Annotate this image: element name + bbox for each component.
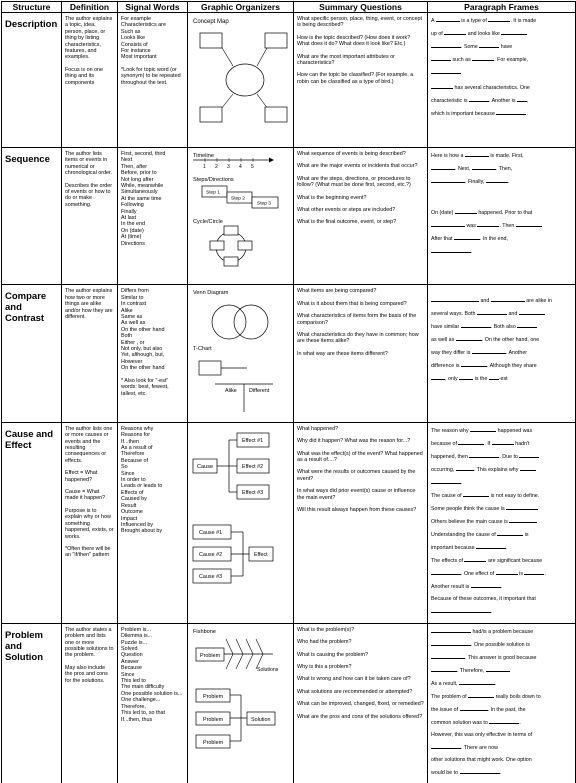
definition-text: Focus is on one thing and its components [65,66,104,86]
signal-words-sequence [118,148,188,285]
graphic-organizer-cause [188,422,294,623]
concept-box [200,33,222,48]
structure-sequence: Sequence [2,148,62,285]
header-signal-words: Signal Words [118,2,188,13]
summary-question: What are the most important attributes or characteristics? [297,53,395,67]
signal-word: Directions [121,240,145,247]
timeline-arrow [269,158,274,163]
structure-compare: Compare and Contrast [2,285,62,422]
definition-text: May also include the pros and cons for the solutions. [65,664,108,684]
step-label: Step 1 [206,190,220,196]
signal-word: For example [121,16,151,22]
signal-word: Finally [121,208,137,215]
problem-solution-diagrams [191,627,291,777]
summary-question: What characteristics of items form the basis of the comparison? [297,313,417,326]
questions-cause [294,422,428,623]
signal-word: For instance [121,48,151,55]
effect-label: Effect [254,551,268,558]
timeline-tick: 5 [251,164,254,170]
header-graphic-organizers: Graphic Organizers [188,2,294,13]
signal-word: In the end [121,221,145,228]
frame-problem: had/is a problem because . One possible solution is . This answer is good because . Therefore, As a result, . The problem of really boils down to the issue of . In the past, the common solution was to . However, this was only effective in terms of . There are now other solutions that might work. One option would be to . [428,623,576,783]
signal-word: Result [121,502,137,509]
cycle-label: Cycle/Circle [193,219,223,225]
signal-word: One possible solution is... [121,690,183,697]
header-structure: Structure [2,2,62,13]
definition-compare [62,285,118,422]
signal-words-cause [118,422,188,623]
signal-word: The main difficulty [121,684,165,691]
venn-label: Venn Diagram [193,290,229,297]
signal-word: If...then [121,438,139,445]
concept-map-diagram [191,16,291,141]
cycle-box [224,226,238,235]
signal-word: Not only, but also [121,346,163,353]
signal-word: Therefore [121,451,145,458]
graphic-organizer-description [188,13,294,148]
summary-question: Who had the problem? [297,639,352,646]
signal-word: In contrast [121,301,147,308]
definition-text: The author lists items or events in numerical or chronological order. [65,151,113,177]
problem-label: Problem [203,739,224,746]
definition-text: Describes the order of events or how to do or make something. [65,182,113,208]
cause-label: Cause #3 [199,573,223,580]
summary-question: What is causing the problem? [297,651,369,658]
fishbone-problem-label: Problem [200,652,221,659]
signal-word: Either , or [121,339,145,346]
signal-word: If...then, thus [121,716,153,723]
signal-word: At the same time [121,195,162,202]
row-compare-contrast [2,285,576,422]
signal-word: Therefore, [121,703,146,710]
signal-word: Alike [121,307,133,314]
signal-word: Yet, although, but, [121,352,165,359]
signal-word: Caused by [121,496,147,503]
summary-question: What were the results or outcomes caused by the event? [297,469,416,482]
cause-label: Cause #2 [199,551,223,558]
fishbone-solutions-label: Solutions [257,666,279,673]
signal-word: Answer [121,658,139,665]
signal-words-compare [118,285,188,422]
row-sequence [2,148,576,285]
signal-word: Solved [121,646,138,653]
step-label: Step 2 [231,196,245,202]
signal-word: Following [121,202,144,209]
signal-word: First, second, third [121,151,166,157]
definition-text: The author states a problem and lists one or more possible solutions to the problem. [65,626,114,659]
signal-word: Outcome [121,509,143,516]
cause-label: Cause #1 [199,529,223,536]
frame-description: A is a type of . It is made up of and looks like . Some have such as . For example, has several characteristics. One characteristic is . Another is , which is important because . [428,13,576,148]
venn-circle-left [212,305,246,339]
definition-text: *Often there will be an "if/then" pattern [65,545,111,559]
frame-cause: The reason why happened was because of . If hadn't happened, then . Due to occurring, . This explains why . The cause of is not easy to define. Some people think the cause is Others believe the main cause is Understanding the cause of is important because . The effects of are significant because . One effect of is . Another result is . Because of these outcomes, it important that . [428,422,576,623]
summary-question: What was the effect(s) of the event? What happened as a result of....? [297,450,423,464]
signal-word: Question [121,652,143,659]
definition-text: The author explains how two or more things are alike and/or how they are different. [65,288,113,321]
graphic-organizer-sequence [188,148,294,285]
frame-compare: and are alike in several ways. Both and have similar . Both also as well as . On the other hand, one way they differ is . Another difference is . Although they share , only is the -est [428,285,576,422]
row-description [2,13,576,148]
timeline-tick: 4 [239,164,242,170]
structure-description: Description [2,13,62,148]
signal-word: Next [121,157,133,164]
definition-text: The author lists one or more causes or events and the resulting consequences or effects. [65,425,113,464]
definition-text: The author explains a topic, idea, person, place, or thing by listing characteristics, features, and examples. [65,16,113,61]
signal-word: So [121,464,128,471]
effect-label: Effect #1 [242,437,264,444]
definition-text: Cause = What made it happen? [65,489,106,502]
summary-question: In what way are these items different? [297,350,388,357]
signal-word: While, meanwhile [121,183,164,190]
summary-question: What other events or steps are included? [297,207,396,214]
signal-word: Dilemma is... [121,633,153,640]
graphic-organizer-problem [188,623,294,783]
signal-word: Since [121,470,135,477]
summary-question: What are the steps, directions, or procedures to follow? (What must be done first, second, etc.?) [297,175,411,189]
concept-center [226,64,264,96]
signal-word: Before, prior to [121,170,157,177]
questions-description [294,13,428,148]
signal-words-description [118,13,188,148]
effect-label: Effect #2 [242,463,264,470]
questions-problem [294,623,428,783]
signal-word: Looks like [121,35,145,42]
frame-sequence: Here is how a is made. First, . Next, . Then, . Finally, . On (date) happened. Prior to that was . Then After that . In the end, . [428,148,576,285]
problem-label: Problem [203,716,224,723]
structures-table [1,1,576,783]
tchart-alike: Alike [225,388,237,395]
signal-word: Same as [121,314,143,321]
signal-word: Consists of [121,41,148,48]
cycle-box [238,241,252,250]
signal-word: However [121,358,143,365]
signal-word: Most important [121,54,157,61]
tchart-label: T-Chart [193,346,212,353]
signal-word: Similar to [121,294,144,301]
structure-cause: Cause and Effect [2,422,62,623]
summary-question: How can the topic be classified? (For example, a robin can be classified as a type of bird.) [297,72,414,85]
summary-question: What is it about them that is being compared? [297,300,407,307]
definition-description [62,13,118,148]
questions-compare [294,285,428,422]
header-paragraph-frames: Paragraph Frames [428,2,576,13]
structure-problem: Problem and Solution [2,623,62,783]
signal-note: *Look for topic word (or synonym) to be repeated throughout the text. [121,66,181,86]
summary-question: What specific person, place, thing, event, or concept is being described? [297,16,422,29]
signal-word: In order to [121,477,146,484]
summary-question: What can be improved, changed, fixed, or remedied? [297,701,424,708]
row-problem-solution [2,623,576,783]
summary-question: What are the pros and cons of the solutions offered? [297,713,423,720]
definition-text: Effect = What happened? [65,470,98,483]
summary-question: What is the final outcome, event, or step? [297,219,397,226]
row-cause-effect [2,422,576,623]
timeline-tick: 1 [203,164,206,170]
cycle-box [210,241,224,250]
summary-question: Why is this a problem? [297,664,352,671]
signal-word: Both [121,333,133,340]
signal-word: Leads or leads to [121,483,163,490]
summary-question: What happened? [297,425,339,432]
signal-word: This led to [121,678,146,685]
signal-word: Because [121,665,142,672]
signal-word: Reasons why [121,425,154,432]
problem-label: Problem [203,693,224,700]
effect-label: Effect #3 [242,489,264,496]
concept-box [200,107,222,122]
compare-diagrams [191,288,291,416]
signal-word: Problem is... [121,626,151,633]
summary-question: What is the beginning event? [297,194,367,201]
signal-word: Brought about by [121,528,163,535]
concept-box [265,33,287,48]
signal-word: Simultaneously [121,189,158,196]
signal-word: On the other hand [121,326,165,333]
summary-question: What is the problem(s)? [297,626,355,633]
signal-word: Then, after [121,163,148,170]
header-summary-questions: Summary Questions [294,2,428,13]
signal-word: Differs from [121,288,149,295]
tchart-different: Different [249,388,270,395]
cause-label: Cause [197,463,214,470]
step-label: Step 3 [257,201,271,207]
signal-word: As well as [121,320,146,327]
signal-word: At last [121,215,136,222]
fishbone-label: Fishbone [193,628,217,635]
cause-effect-diagrams [191,426,291,616]
signal-word: Since [121,671,135,678]
summary-question: What are the major events or incidents that occur? [297,163,418,170]
signal-word: Influenced by [121,521,154,528]
definition-cause [62,422,118,623]
summary-question: What characteristics do they have in common; how are these items alike? [297,332,419,345]
signal-word: As a result of [121,445,153,452]
summary-question: What is wrong and how can it be taken care of? [297,676,411,683]
sequence-diagrams [191,151,291,279]
timeline-tick: 3 [227,164,230,170]
signal-word: Impact [121,515,138,522]
signal-word: Reasons for [121,432,151,439]
header-row [2,2,576,13]
concept-box [265,107,287,122]
timeline-tick: 2 [215,164,218,170]
signal-word: On the other hand [121,365,165,372]
summary-question: Why did it happen? What was the reason for...? [297,438,411,445]
definition-problem [62,623,118,783]
summary-question: What sequence of events is being described? [297,151,406,157]
signal-word: Because of [121,457,148,464]
timeline-label: Timeline [193,153,214,159]
solution-label: Solution [251,716,271,723]
summary-question: Will this result always happen from these causes? [297,507,417,514]
concept-map-label: Concept Map [193,19,229,25]
summary-question: In what ways did prior event(s) cause or influence the main event? [297,488,416,501]
summary-question: What solutions are recommended or attempted? [297,688,413,695]
signal-word: Not long after [121,176,154,183]
questions-sequence [294,148,428,285]
header-definition: Definition [62,2,118,13]
signal-words-problem [118,623,188,783]
signal-word: Effects of [121,489,144,496]
signal-word: Such as [121,28,141,35]
venn-circle-right [234,305,268,339]
signal-word: Characteristics are [121,22,166,29]
summary-question: How is the topic described? (How does it work? What does it do? What does it look like? Etc.) [297,34,411,48]
definition-sequence [62,148,118,285]
signal-word: Puzzle is... [121,639,148,646]
definition-text: Purpose is to explain why or how something happened, exists, or works. [65,507,114,540]
signal-word: One challenge... [121,697,161,704]
summary-question: What items are being compared? [297,288,377,295]
signal-note: * Also look for "-est" words: best, fewest, tallest, etc. [121,377,169,397]
graphic-organizer-compare [188,285,294,422]
signal-word: At (time) [121,234,142,241]
cycle-box [224,257,238,266]
signal-word: This led to, so that [121,710,166,717]
signal-word: On (date) [121,227,144,234]
steps-label: Steps/Directions [193,177,234,183]
tchart-box [199,361,221,375]
